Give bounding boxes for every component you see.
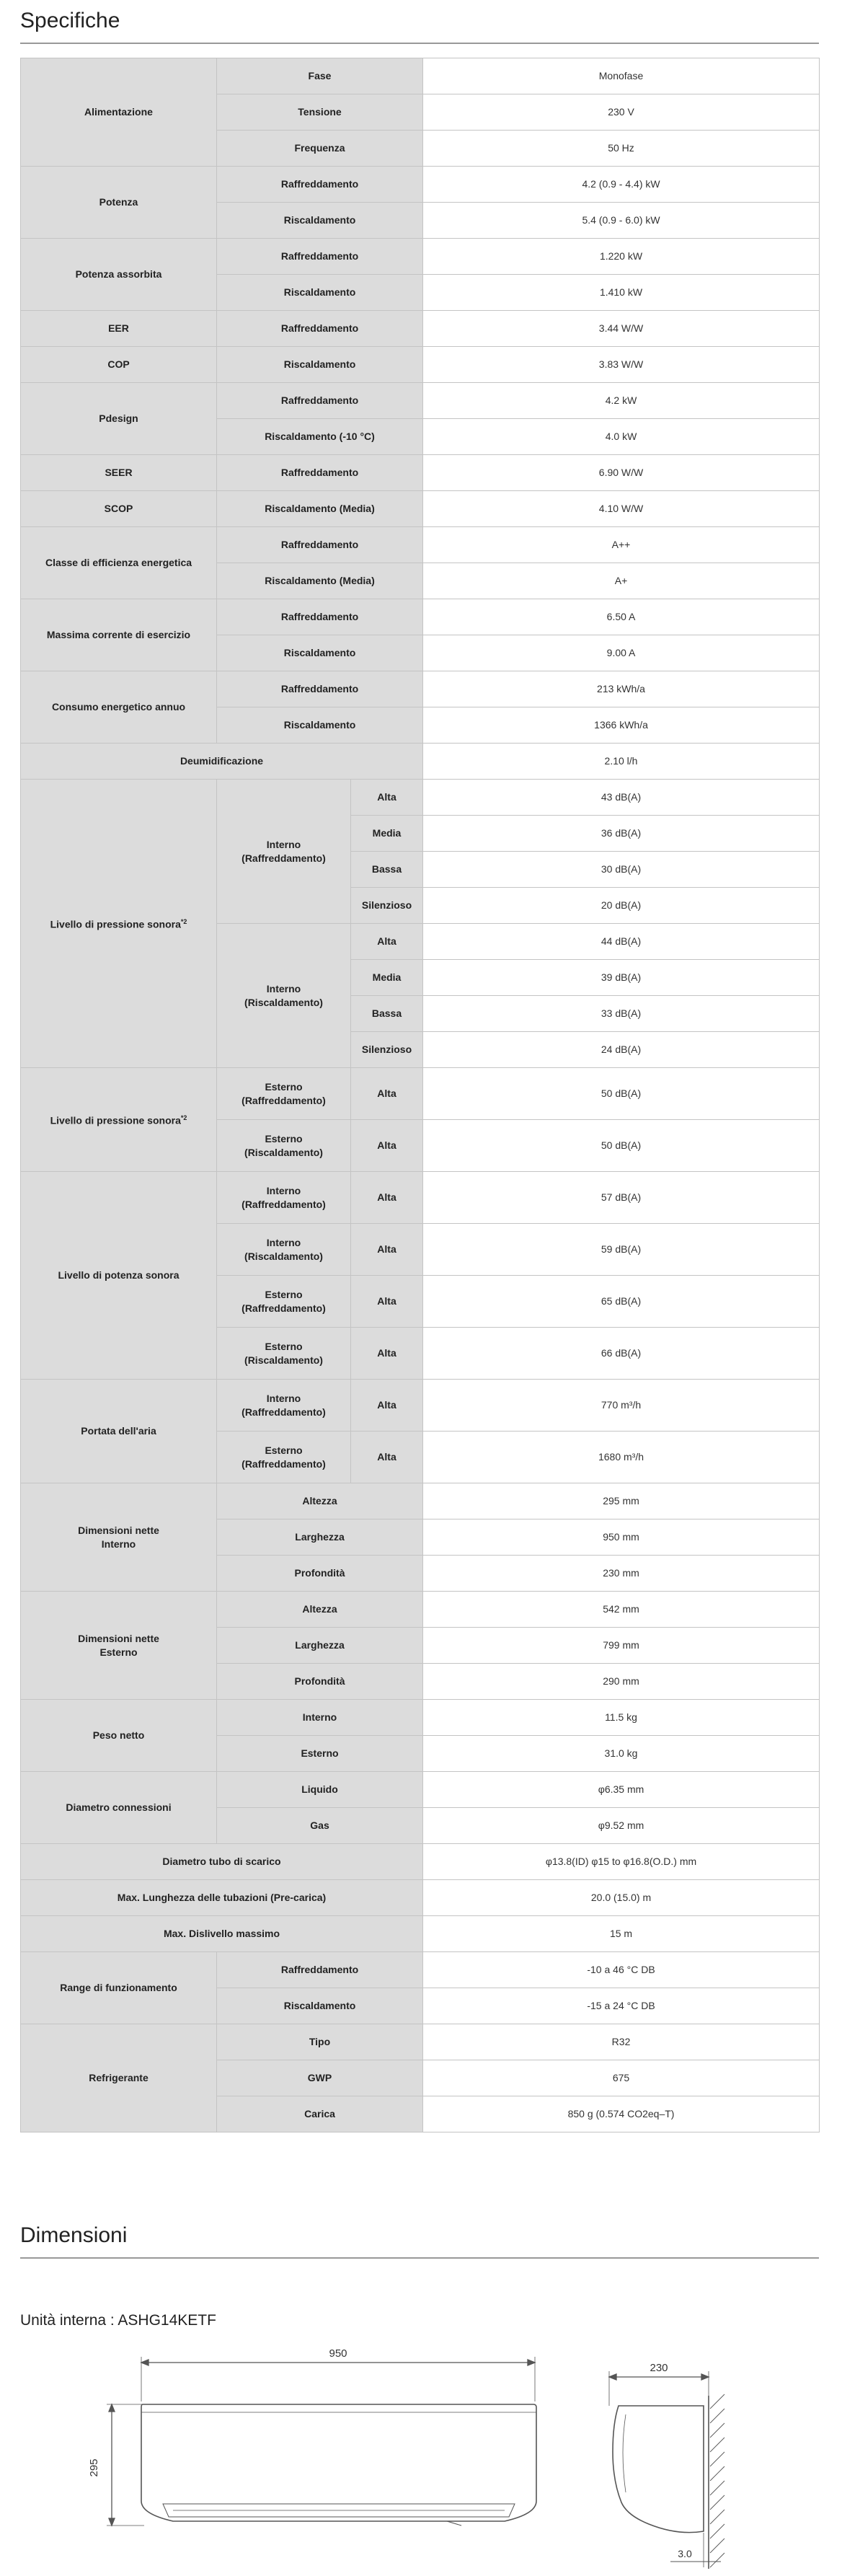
spec-value: 770 m³/h — [423, 1380, 820, 1432]
spec-group-label: Max. Dislivello massimo — [21, 1916, 423, 1952]
spec-group-label: EER — [21, 311, 217, 347]
spec-group-label: Dimensioni nette Esterno — [21, 1592, 217, 1700]
spec-value: 6.90 W/W — [423, 455, 820, 491]
spec-value: 1.220 kW — [423, 239, 820, 275]
spec-row — [21, 780, 820, 816]
spec-condition-label: Profondità — [217, 1556, 423, 1592]
spec-level-label: Media — [351, 960, 423, 996]
spec-level-label: Alta — [351, 1276, 423, 1328]
spec-group-label: Diametro connessioni — [21, 1772, 217, 1844]
spec-level-label: Alta — [351, 780, 423, 816]
specs-table — [20, 58, 820, 2132]
dim-width-label: 950 — [329, 2347, 347, 2360]
spec-value: 1366 kWh/a — [423, 707, 820, 744]
spec-value: 20 dB(A) — [423, 888, 820, 924]
spec-row — [21, 1380, 820, 1432]
spec-group-label: Livello di pressione sonora$^{*2}$ — [21, 780, 217, 1068]
spec-value: 5.4 (0.9 - 6.0) kW — [423, 203, 820, 239]
spec-condition-label: Raffreddamento — [217, 383, 423, 419]
spec-level-label: Alta — [351, 1120, 423, 1172]
spec-condition-label: Altezza — [217, 1592, 423, 1628]
spec-value: 65 dB(A) — [423, 1276, 820, 1328]
spec-value: Monofase — [423, 58, 820, 94]
spec-group-label: Potenza — [21, 167, 217, 239]
front-view — [107, 2357, 536, 2526]
spec-group-label: Deumidificazione — [21, 744, 423, 780]
spec-row — [21, 2024, 820, 2060]
spec-value: 43 dB(A) — [423, 780, 820, 816]
spec-condition-label: Raffreddamento — [217, 239, 423, 275]
spec-level-label: Alta — [351, 1380, 423, 1432]
spec-condition-label: Raffreddamento — [217, 455, 423, 491]
spec-condition-label: Altezza — [217, 1483, 423, 1519]
spec-value: 4.2 (0.9 - 4.4) kW — [423, 167, 820, 203]
spec-condition-label: Larghezza — [217, 1519, 423, 1556]
spec-row — [21, 1844, 820, 1880]
spec-value: -15 a 24 °C DB — [423, 1988, 820, 2024]
spec-value: 9.00 A — [423, 635, 820, 671]
spec-value: 66 dB(A) — [423, 1328, 820, 1380]
spec-condition-label: Interno (Raffreddamento) — [217, 780, 351, 924]
spec-row — [21, 1592, 820, 1628]
spec-condition-label: Fase — [217, 58, 423, 94]
spec-value: 4.2 kW — [423, 383, 820, 419]
spec-value: 2.10 l/h — [423, 744, 820, 780]
spec-condition-label: Tipo — [217, 2024, 423, 2060]
spec-value: φ6.35 mm — [423, 1772, 820, 1808]
spec-level-label: Silenzioso — [351, 1032, 423, 1068]
spec-condition-label: Esterno (Riscaldamento) — [217, 1328, 351, 1380]
spec-value: 290 mm — [423, 1664, 820, 1700]
spec-value: 1.410 kW — [423, 275, 820, 311]
spec-row — [21, 1916, 820, 1952]
footnote-marker: *2 — [180, 918, 187, 926]
spec-row — [21, 671, 820, 707]
spec-row — [21, 1952, 820, 1988]
spec-value: 230 mm — [423, 1556, 820, 1592]
indoor-unit-label: Unità interna : ASHG14KETF — [20, 2312, 216, 2329]
spec-condition-label: Tensione — [217, 94, 423, 131]
spec-condition-label: Gas — [217, 1808, 423, 1844]
spec-group-label: Livello di potenza sonora — [21, 1172, 217, 1380]
spec-group-label: Alimentazione — [21, 58, 217, 167]
spec-condition-label: Riscaldamento — [217, 635, 423, 671]
spec-row — [21, 1700, 820, 1736]
spec-level-label: Alta — [351, 1172, 423, 1224]
spec-value: 4.10 W/W — [423, 491, 820, 527]
spec-condition-label: Riscaldamento — [217, 275, 423, 311]
spec-condition-label: Raffreddamento — [217, 1952, 423, 1988]
spec-condition-label: Esterno (Raffreddamento) — [217, 1432, 351, 1483]
spec-value: 30 dB(A) — [423, 852, 820, 888]
spec-group-label: Pdesign — [21, 383, 217, 455]
spec-row — [21, 491, 820, 527]
spec-value: 675 — [423, 2060, 820, 2096]
dimensions-title: Dimensioni — [20, 2223, 128, 2247]
spec-value: φ9.52 mm — [423, 1808, 820, 1844]
spec-condition-label: Profondità — [217, 1664, 423, 1700]
spec-condition-label: Raffreddamento — [217, 167, 423, 203]
spec-row — [21, 1880, 820, 1916]
spec-group-label: Livello di pressione sonora$^{*2}$ — [21, 1068, 217, 1172]
spec-value: A++ — [423, 527, 820, 563]
specs-title: Specifiche — [20, 9, 120, 32]
spec-condition-label: Interno — [217, 1700, 423, 1736]
spec-value: 3.83 W/W — [423, 347, 820, 383]
spec-level-label: Alta — [351, 1224, 423, 1276]
spec-value: A+ — [423, 563, 820, 599]
spec-group-label: COP — [21, 347, 217, 383]
spec-group-label: Range di funzionamento — [21, 1952, 217, 2024]
spec-value: 850 g (0.574 CO2eq–T) — [423, 2096, 820, 2132]
spec-row — [21, 1483, 820, 1519]
spec-value: 3.44 W/W — [423, 311, 820, 347]
spec-row — [21, 167, 820, 203]
spec-value: 39 dB(A) — [423, 960, 820, 996]
spec-row — [21, 599, 820, 635]
spec-condition-label: Riscaldamento (Media) — [217, 491, 423, 527]
spec-group-label: Peso netto — [21, 1700, 217, 1772]
spec-level-label: Alta — [351, 1328, 423, 1380]
spec-row — [21, 239, 820, 275]
spec-row — [21, 1772, 820, 1808]
spec-condition-label: Riscaldamento (Media) — [217, 563, 423, 599]
spec-level-label: Alta — [351, 1068, 423, 1120]
dim-depth-label: 230 — [650, 2362, 668, 2374]
spec-group-label: Dimensioni nette Interno — [21, 1483, 217, 1592]
spec-condition-label: Interno (Riscaldamento) — [217, 924, 351, 1068]
spec-value: 6.50 A — [423, 599, 820, 635]
spec-condition-label: Riscaldamento (-10 °C) — [217, 419, 423, 455]
spec-condition-label: Raffreddamento — [217, 311, 423, 347]
spec-condition-label: Raffreddamento — [217, 599, 423, 635]
spec-group-label: Diametro tubo di scarico — [21, 1844, 423, 1880]
spec-condition-label: Esterno (Raffreddamento) — [217, 1068, 351, 1120]
spec-row — [21, 455, 820, 491]
spec-value: 44 dB(A) — [423, 924, 820, 960]
spec-row — [21, 311, 820, 347]
spec-value: -10 a 46 °C DB — [423, 1952, 820, 1988]
spec-row — [21, 58, 820, 94]
spec-condition-label: Interno (Raffreddamento) — [217, 1172, 351, 1224]
spec-value: 799 mm — [423, 1628, 820, 1664]
spec-group-label: Refrigerante — [21, 2024, 217, 2132]
spec-group-label: Max. Lunghezza delle tubazioni (Pre-carica) — [21, 1880, 423, 1916]
dim-gap-label: 3.0 — [678, 2548, 692, 2559]
specs-divider — [20, 43, 819, 44]
spec-condition-label: Interno (Riscaldamento) — [217, 1224, 351, 1276]
spec-row — [21, 744, 820, 780]
spec-condition-label: Riscaldamento — [217, 707, 423, 744]
spec-row — [21, 1172, 820, 1224]
spec-condition-label: Liquido — [217, 1772, 423, 1808]
spec-value: 24 dB(A) — [423, 1032, 820, 1068]
spec-value: φ13.8(ID) φ15 to φ16.8(O.D.) mm — [423, 1844, 820, 1880]
spec-value: 33 dB(A) — [423, 996, 820, 1032]
dim-height-label: 295 — [88, 2458, 100, 2477]
spec-value: 542 mm — [423, 1592, 820, 1628]
indoor-unit-drawing — [0, 2337, 842, 2576]
footnote-marker: *2 — [180, 1114, 187, 1122]
spec-value: 50 dB(A) — [423, 1120, 820, 1172]
spec-value: 50 Hz — [423, 131, 820, 167]
spec-condition-label: Larghezza — [217, 1628, 423, 1664]
spec-level-label: Alta — [351, 924, 423, 960]
spec-condition-label: GWP — [217, 2060, 423, 2096]
spec-condition-label: Raffreddamento — [217, 527, 423, 563]
spec-condition-label: Interno (Raffreddamento) — [217, 1380, 351, 1432]
spec-level-label: Silenzioso — [351, 888, 423, 924]
dimensions-divider — [20, 2257, 819, 2259]
spec-value: 213 kWh/a — [423, 671, 820, 707]
spec-value: 36 dB(A) — [423, 816, 820, 852]
spec-group-label: Classe di efficienza energetica — [21, 527, 217, 599]
spec-condition-label: Esterno (Raffreddamento) — [217, 1276, 351, 1328]
spec-group-label: Consumo energetico annuo — [21, 671, 217, 744]
spec-group-label: SCOP — [21, 491, 217, 527]
spec-value: 230 V — [423, 94, 820, 131]
spec-level-label: Bassa — [351, 852, 423, 888]
spec-value: 950 mm — [423, 1519, 820, 1556]
spec-group-label: Massima corrente di esercizio — [21, 599, 217, 671]
spec-value: 295 mm — [423, 1483, 820, 1519]
spec-row — [21, 1068, 820, 1120]
spec-value: 1680 m³/h — [423, 1432, 820, 1483]
spec-condition-label: Raffreddamento — [217, 671, 423, 707]
spec-condition-label: Frequenza — [217, 131, 423, 167]
spec-group-label: Portata dell'aria — [21, 1380, 217, 1483]
side-view — [609, 2371, 724, 2569]
spec-value: 59 dB(A) — [423, 1224, 820, 1276]
spec-value: 11.5 kg — [423, 1700, 820, 1736]
spec-condition-label: Riscaldamento — [217, 1988, 423, 2024]
spec-value: 50 dB(A) — [423, 1068, 820, 1120]
spec-value: 57 dB(A) — [423, 1172, 820, 1224]
spec-condition-label: Riscaldamento — [217, 347, 423, 383]
spec-row — [21, 347, 820, 383]
spec-group-label: Potenza assorbita — [21, 239, 217, 311]
spec-value: 4.0 kW — [423, 419, 820, 455]
spec-level-label: Media — [351, 816, 423, 852]
spec-condition-label: Esterno — [217, 1736, 423, 1772]
spec-row — [21, 383, 820, 419]
spec-value: R32 — [423, 2024, 820, 2060]
spec-value: 31.0 kg — [423, 1736, 820, 1772]
spec-value: 20.0 (15.0) m — [423, 1880, 820, 1916]
spec-condition-label: Carica — [217, 2096, 423, 2132]
spec-condition-label: Esterno (Riscaldamento) — [217, 1120, 351, 1172]
spec-level-label: Alta — [351, 1432, 423, 1483]
spec-group-label: SEER — [21, 455, 217, 491]
spec-value: 15 m — [423, 1916, 820, 1952]
spec-level-label: Bassa — [351, 996, 423, 1032]
spec-condition-label: Riscaldamento — [217, 203, 423, 239]
spec-row — [21, 527, 820, 563]
